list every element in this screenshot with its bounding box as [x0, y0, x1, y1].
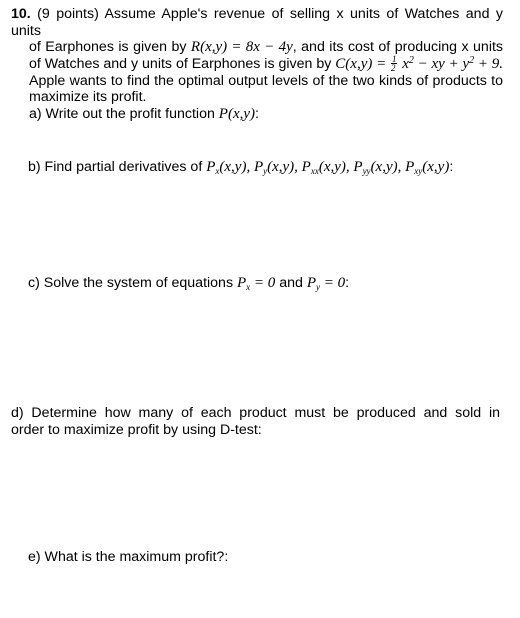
- part-a-math: P(x,y): [218, 105, 256, 122]
- part-c-prompt: [28, 275, 349, 292]
- revenue-outro-text: , and its cost of producing x units: [292, 39, 504, 55]
- part-c-equation-2: $P_y = 0$: [306, 275, 346, 292]
- cost-fraction-denominator: 2: [390, 62, 396, 73]
- problem-line-2: [11, 39, 503, 56]
- part-c-text: c) Solve the system of equations: [28, 275, 234, 291]
- cost-fraction-numerator: 1: [391, 53, 397, 64]
- part-a-suffix: :: [255, 105, 259, 122]
- revenue-function: R(x,y) = 8x − 4y: [190, 39, 293, 55]
- part-a-prompt: [11, 106, 503, 123]
- part-e-prompt: [28, 549, 228, 566]
- problem-line-3: [11, 53, 504, 73]
- problem-line-5: maximize its profit.: [29, 89, 147, 106]
- problem-line-1: [11, 6, 503, 39]
- part-c-equation-1: $P_x = 0$: [237, 275, 276, 292]
- part-e-text: e) What is the maximum profit?:: [28, 549, 229, 565]
- part-d-line-2: order to maximize profit by using D-test:: [11, 421, 262, 438]
- part-d-prompt: [11, 405, 500, 438]
- part-c-suffix: :: [345, 275, 350, 291]
- question-points: (9 points): [37, 6, 99, 22]
- part-a-text: a) Write out the profit function: [29, 105, 215, 122]
- cost-intro-text: of Watches and y units of Earphones is given by: [29, 55, 332, 72]
- cost-fraction: [391, 55, 398, 72]
- question-number: 10.: [11, 6, 31, 22]
- part-c-and: and: [279, 275, 303, 291]
- revenue-intro-text: of Earphones is given by: [29, 39, 187, 55]
- problem-intro-text: Assume Apple's revenue of selling x units of Watches and y units: [11, 6, 503, 39]
- part-b-text: b) Find partial derivatives of: [28, 159, 203, 175]
- problem-line-4: Apple wants to find the optimal output levels of the two kinds of products to: [29, 72, 503, 89]
- part-b-prompt: [28, 159, 453, 176]
- part-b-math: $P_x(x,y)$, $P_y(x,y)$, $P_{xx}(x,y)$, $P_{yy}(x,y)$, $P_{xy}(x,y)$: [206, 159, 450, 176]
- part-b-suffix: :: [449, 159, 454, 175]
- part-d-line-1: d) Determine how many of each product must be produced and sold in: [11, 405, 500, 421]
- cost-function: C(x,y) = $\frac{1}{2}$ $x^2$ − xy + $y^2 + 9$.: [335, 53, 504, 73]
- problem-statement: [11, 6, 503, 122]
